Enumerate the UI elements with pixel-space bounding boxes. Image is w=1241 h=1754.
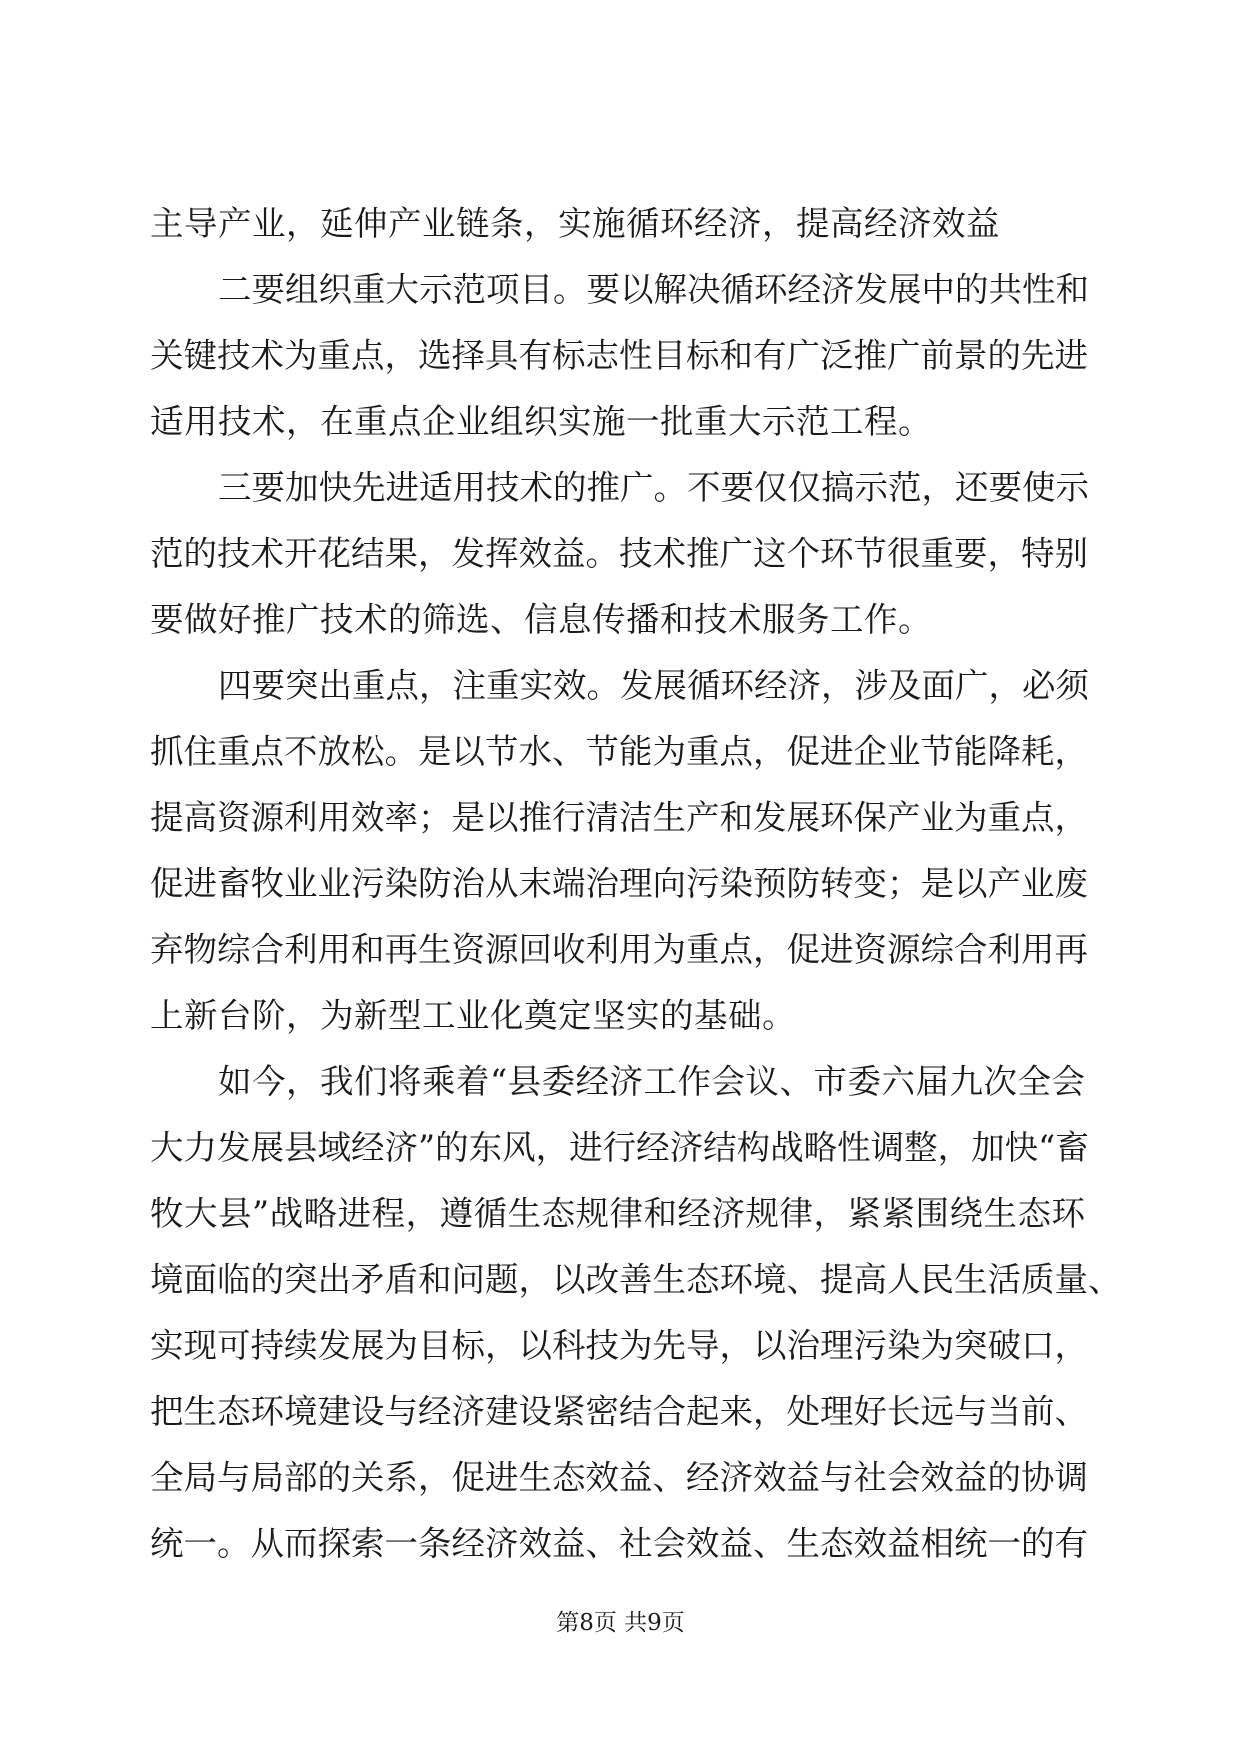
text-line: 适用技术，在重点企业组织实施一批重大示范工程。	[150, 402, 932, 441]
text-line: 要做好推广技术的筛选、信息传播和技术服务工作。	[150, 600, 932, 639]
text-line: 牧大县”战略进程，遵循生态规律和经济规律，紧紧围绕生态环	[150, 1194, 1085, 1233]
text-line: 抓住重点不放松。是以节水、节能为重点，促进企业节能降耗，	[150, 732, 1088, 771]
page-number-footer: 第8页 共9页	[556, 1610, 685, 1636]
text-line: 主导产业，延伸产业链条，实施循环经济，提高经济效益	[150, 204, 1000, 243]
text-line: 提高资源利用效率；是以推行清洁生产和发展环保产业为重点，	[150, 798, 1088, 837]
text-line: 全局与局部的关系，促进生态效益、经济效益与社会效益的协调	[150, 1458, 1088, 1497]
text-line: 大力发展县域经济”的东风，进行经济结构战略性调整，加快“畜	[150, 1128, 1089, 1167]
paragraph-first-line: 四要突出重点，注重实效。发展循环经济，涉及面广，必须	[218, 666, 1089, 705]
text-line: 弃物综合利用和再生资源回收利用为重点，促进资源综合利用再	[150, 930, 1088, 969]
text-line: 实现可持续发展为目标，以科技为先导，以治理污染为突破口，	[150, 1326, 1088, 1365]
text-line: 关键技术为重点，选择具有标志性目标和有广泛推广前景的先进	[150, 336, 1088, 375]
paragraph-first-line: 如今，我们将乘着“县委经济工作会议、市委六届九次全会	[218, 1062, 1085, 1101]
paragraph-first-line: 二要组织重大示范项目。要以解决循环经济发展中的共性和	[218, 270, 1089, 309]
text-line: 上新台阶，为新型工业化奠定坚实的基础。	[150, 996, 796, 1035]
paragraph-first-line: 三要加快先进适用技术的推广。不要仅仅搞示范，还要使示	[218, 468, 1089, 507]
text-line: 把生态环境建设与经济建设紧密结合起来，处理好长远与当前、	[150, 1392, 1088, 1431]
text-line: 促进畜牧业业污染防治从末端治理向污染预防转变；是以产业废	[150, 864, 1088, 903]
text-line: 范的技术开花结果，发挥效益。技术推广这个环节很重要，特别	[150, 534, 1088, 573]
text-line: 统一。从而探索一条经济效益、社会效益、生态效益相统一的有	[150, 1524, 1088, 1563]
text-line: 境面临的突出矛盾和问题，以改善生态环境、提高人民生活质量、	[150, 1260, 1122, 1299]
